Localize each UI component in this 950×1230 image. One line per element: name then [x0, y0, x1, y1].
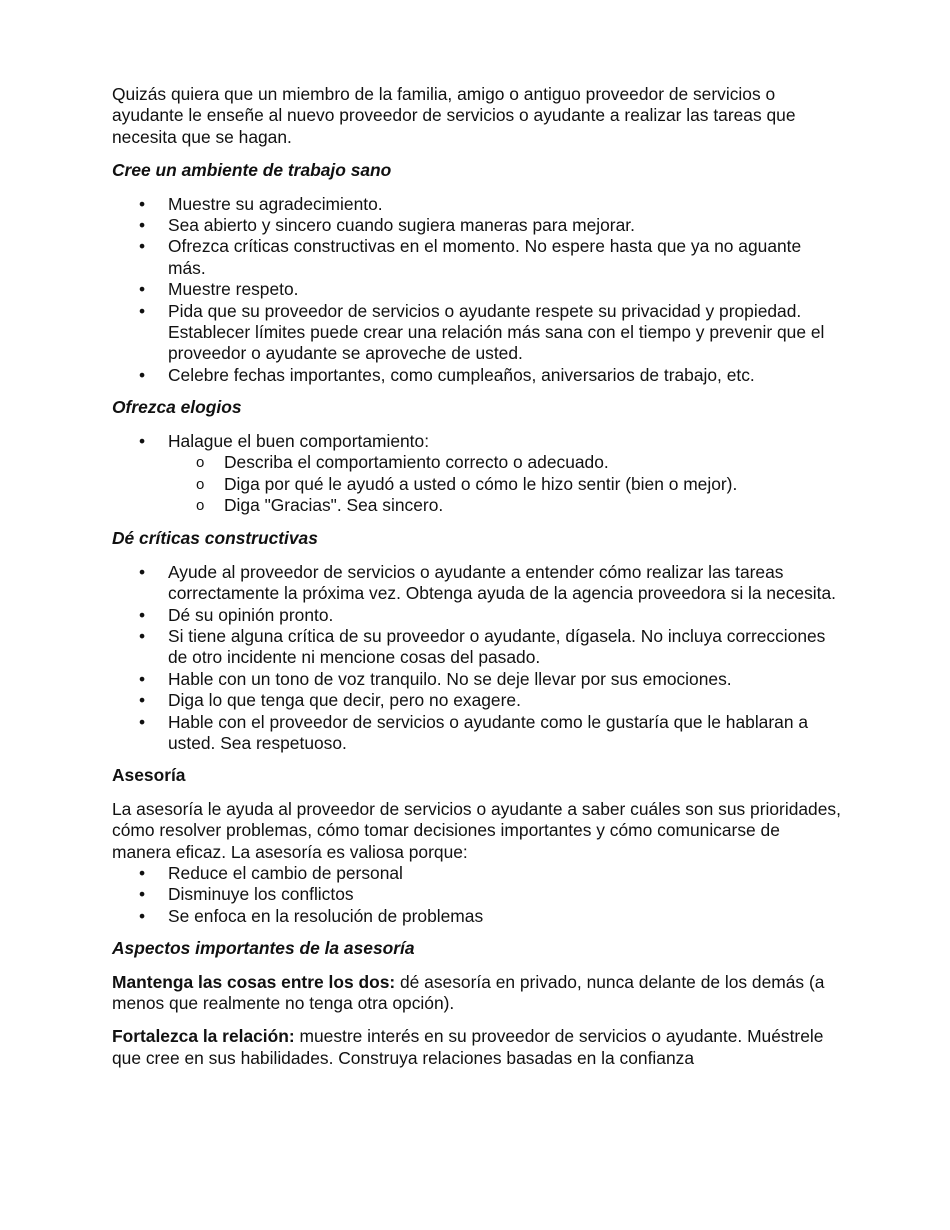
section-heading-healthy-environment: Cree un ambiente de trabajo sano: [112, 160, 392, 181]
lead-text: Mantenga las cosas entre los dos:: [112, 971, 396, 992]
sub-list-item: o Diga por qué le ayudó a usted o cómo le hizo sentir (bien o mejor).: [112, 474, 842, 495]
section-heading-coaching-aspects: Aspectos importantes de la asesoría: [112, 938, 415, 959]
list-item: • Celebre fechas importantes, como cumpleaños, aniversarios de trabajo, etc.: [112, 365, 842, 386]
coaching-paragraph: La asesoría le ayuda al proveedor de servicios o ayudante a saber cuáles son sus prioridades, cómo resolver problemas, cómo tomar decisiones importantes y cómo comunicarse de manera eficaz. La asesoría es valiosa porque:: [112, 798, 841, 862]
constructive-criticism-list: [112, 562, 842, 755]
list-item: • Se enfoca en la resolución de problemas: [112, 906, 842, 927]
section-heading-praise: Ofrezca elogios: [112, 397, 242, 418]
healthy-environment-list: [112, 194, 842, 387]
list-item: • Pida que su proveedor de servicios o ayudante respete su privacidad y propiedad. Establecer límites puede crear una relación más sana con el tiempo y prevenir que el proveedor o ayudante se aproveche de usted.: [112, 301, 842, 365]
coaching-aspect-paragraph: [112, 972, 842, 1015]
list-item: • Sea abierto y sincero cuando sugiera maneras para mejorar.: [112, 215, 842, 236]
section-heading-constructive-criticism: Dé críticas constructivas: [112, 528, 318, 549]
lead-text: Fortalezca la relación:: [112, 1026, 295, 1047]
body-text: muestre interés en su proveedor de servicios o ayudante. Muéstrele que cree en sus habilidades. Construya relaciones basadas en la confianza: [112, 1026, 824, 1068]
document-page: [112, 84, 842, 1069]
praise-list: [112, 431, 842, 517]
list-item: • Diga lo que tenga que decir, pero no exagere.: [112, 690, 842, 711]
list-item: • Muestre su agradecimiento.: [112, 194, 842, 215]
list-item: • Halague el buen comportamiento:: [112, 431, 842, 452]
sub-list-item: o Describa el comportamiento correcto o adecuado.: [112, 452, 842, 473]
list-item: • Muestre respeto.: [112, 279, 842, 300]
sub-list-item: o Diga "Gracias". Sea sincero.: [112, 495, 842, 516]
list-item: • Reduce el cambio de personal: [112, 863, 842, 884]
intro-paragraph: Quizás quiera que un miembro de la familia, amigo o antiguo proveedor de servicios o ayudante le enseñe al nuevo proveedor de servicios o ayudante a realizar las tareas que necesita que se hagan.: [112, 84, 796, 147]
list-item: • Ayude al proveedor de servicios o ayudante a entender cómo realizar las tareas correctamente la próxima vez. Obtenga ayuda de la agencia proveedora si la necesita.: [112, 562, 842, 605]
list-item: • Ofrezca críticas constructivas en el momento. No espere hasta que ya no aguante más.: [112, 236, 842, 279]
coaching-benefits-list: [112, 863, 842, 927]
list-item: • Si tiene alguna crítica de su proveedor o ayudante, dígasela. No incluya correcciones de otro incidente ni mencione cosas del pasado.: [112, 626, 842, 669]
list-item: • Hable con un tono de voz tranquilo. No se deje llevar por sus emociones.: [112, 669, 842, 690]
list-item: • Disminuye los conflictos: [112, 884, 842, 905]
list-item: • Hable con el proveedor de servicios o ayudante como le gustaría que le hablaran a usted. Sea respetuoso.: [112, 712, 842, 755]
body-text: dé asesoría en privado, nunca delante de los demás (a menos que realmente no tenga otra opción).: [112, 971, 825, 1014]
coaching-aspect-paragraph: [112, 1026, 842, 1069]
section-heading-coaching: Asesoría: [112, 765, 186, 786]
list-item: • Dé su opinión pronto.: [112, 605, 842, 626]
